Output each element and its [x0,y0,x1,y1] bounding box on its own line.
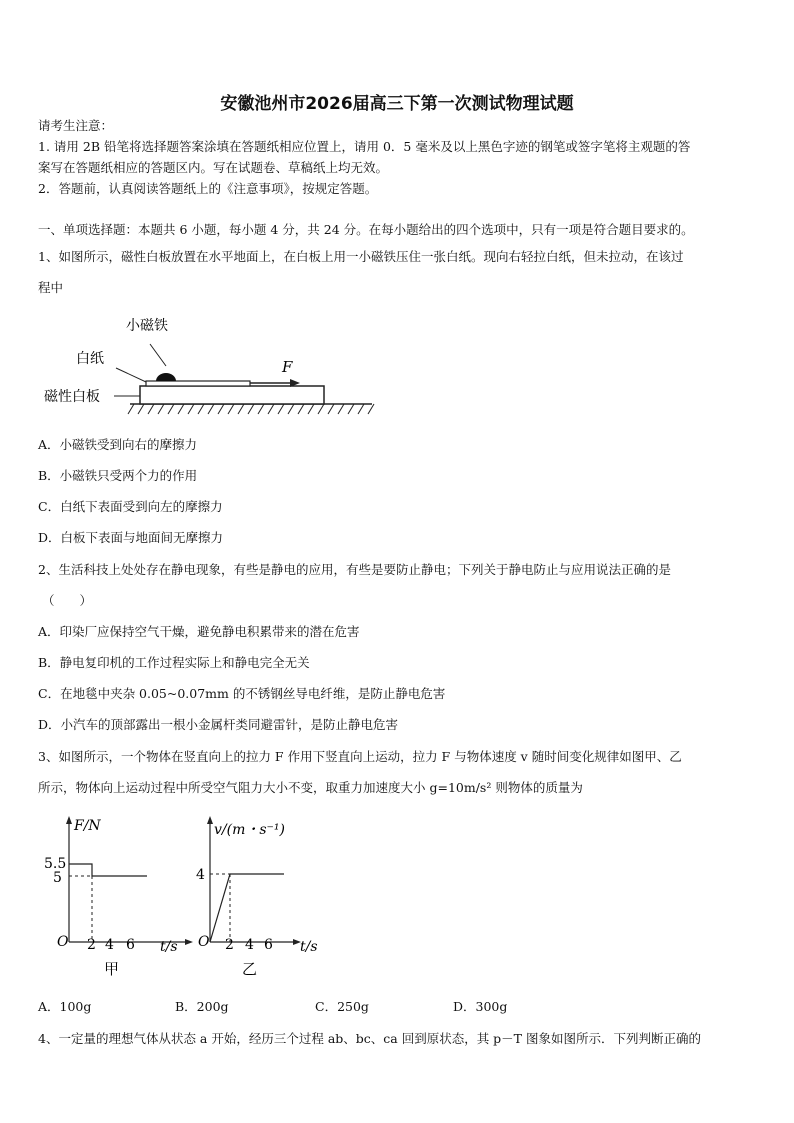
q3-stem-a: 3、如图所示，一个物体在竖直向上的拉力 F 作用下竖直向上运动，拉力 F 与物体速度 v 随时间变化规律如图甲、乙 [38,749,682,764]
graph1-ylabel: F/N [74,818,101,834]
graph1-tick-2: 2 [87,937,96,953]
ground-hatch [128,404,374,414]
q3-graphs [38,812,338,984]
q1-stem-b: 程中 [38,280,64,295]
q2-stem-b: （ ） [42,593,93,608]
graph1-origin: O [57,934,69,950]
graph2-tick-6: 6 [264,937,273,953]
notice-line-1a: 1. 请用 2B 铅笔将选择题答案涂填在答题纸相应位置上，请用 0．5 毫米及以上黑色字迹的钢笔或签字笔将主观题的答 [38,139,691,154]
q3-option-a: A．100g [38,999,92,1014]
graph2-origin: O [198,934,210,950]
velocity-line [210,874,284,942]
q1-figure [38,308,378,428]
magnet-label: 小磁铁 [126,318,168,334]
graph-yi [196,816,318,978]
q2-option-b: B．静电复印机的工作过程实际上和静电完全无关 [38,655,310,670]
magnet-shape [156,373,176,381]
q1-option-d: D．白板下表面与地面间无摩擦力 [38,530,224,545]
graph1-y2: 5 [53,870,62,886]
q1-stem-a: 1、如图所示，磁性白板放置在水平地面上，在白板上用一小磁铁压住一张白纸。现向右轻拉白纸，但未拉动，在该过 [38,249,684,264]
q2-option-c: C．在地毯中夹杂 0.05~0.07mm 的不锈钢丝导电纤维，是防止静电危害 [38,686,446,701]
force-label: F [282,358,293,376]
q1-option-c: C．白纸下表面受到向左的摩擦力 [38,499,223,514]
q1-option-b: B．小磁铁只受两个力的作用 [38,468,198,483]
page-title: 安徽池州市2026届高三下第一次测试物理试题 [220,94,574,114]
q4-stem-a: 4、一定量的理想气体从状态 a 开始，经历三个过程 ab、bc、ca 回到原状态，其 p－T 图象如图所示．下列判断正确的 [38,1031,701,1046]
q3-stem-b: 所示，物体向上运动过程中所受空气阻力大小不变，取重力加速度大小 g=10m/s² 则物体的质量为 [38,780,583,795]
graph2-y1: 4 [196,867,205,883]
graph-jia [44,816,193,978]
graph1-tick-4: 4 [105,937,114,953]
graph2-ylabel: v/(m・s⁻¹) [214,822,286,838]
section-heading: 一、单项选择题：本题共 6 小题，每小题 4 分，共 24 分。在每小题给出的四个选项中，只有一项是符合题目要求的。 [38,222,694,237]
graph2-caption: 乙 [242,960,258,978]
graph2-tick-4: 4 [245,937,254,953]
notice-heading: 请考生注意： [38,118,114,133]
q2-option-d: D．小汽车的顶部露出一根小金属杆类同避雷针，是防止静电危害 [38,717,399,732]
notice-line-2: 2．答题前，认真阅读答题纸上的《注意事项》，按规定答题。 [38,181,378,196]
q2-stem-a: 2、生活科技上处处存在静电现象，有些是静电的应用，有些是要防止静电；下列关于静电防止与应用说法正确的是 [38,562,671,577]
paper-label: 白纸 [76,351,104,367]
q3-option-c: C．250g [315,999,369,1014]
q2-option-a: A．印染厂应保持空气干燥，避免静电积累带来的潜在危害 [38,624,360,639]
notice-line-1b: 案写在答题纸相应的答题区内。写在试题卷、草稿纸上均无效。 [38,160,389,175]
q3-option-d: D．300g [453,999,508,1014]
paper-shape [146,381,250,386]
graph1-y1: 5.5 [44,856,67,872]
graph1-caption: 甲 [104,960,120,978]
graph1-tick-6: 6 [126,937,135,953]
q3-option-b: B．200g [175,999,229,1014]
board-label: 磁性白板 [44,389,100,405]
force-line [69,864,147,876]
whiteboard-shape [140,386,324,404]
graph2-xlabel: t/s [300,939,318,955]
q1-option-a: A．小磁铁受到向右的摩擦力 [38,437,198,452]
graph2-tick-2: 2 [225,937,234,953]
graph1-xlabel: t/s [160,939,178,955]
